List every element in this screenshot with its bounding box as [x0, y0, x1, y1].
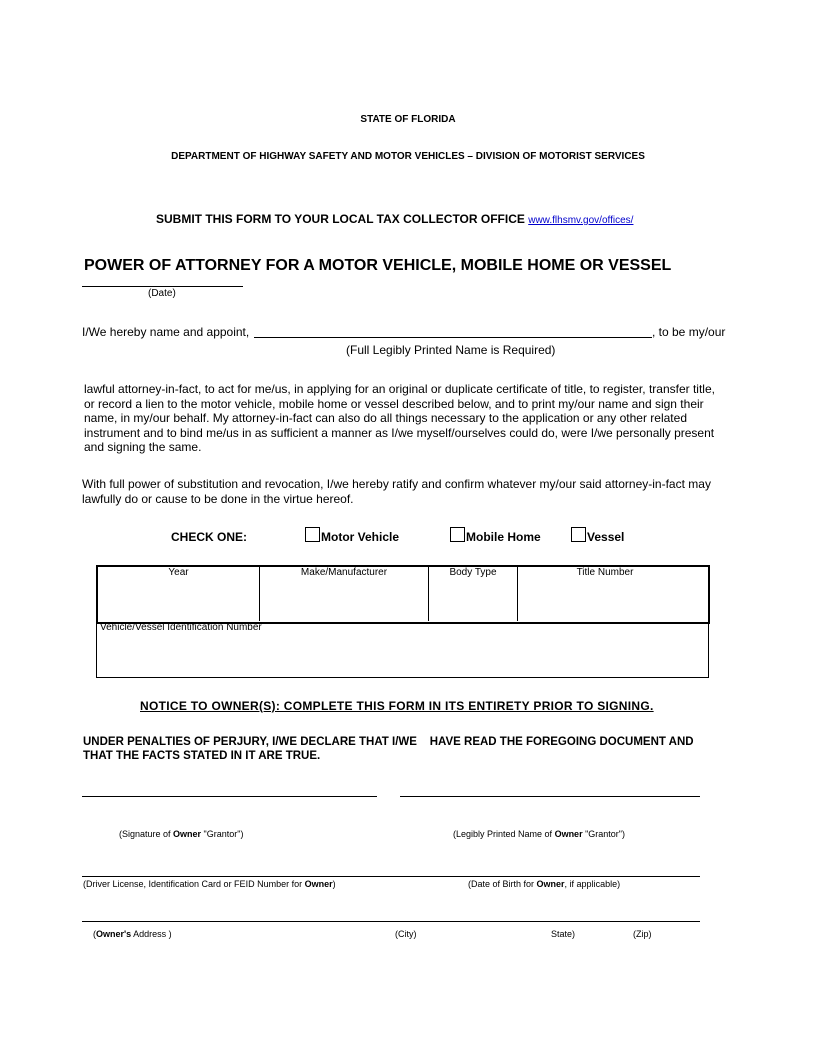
- title-number-header: Title Number: [576, 567, 634, 578]
- motor-vehicle-checkbox[interactable]: [305, 527, 320, 542]
- signature-caption: [119, 829, 243, 839]
- caption-owner: Owner: [173, 829, 202, 839]
- caption-text: (Signature of: [119, 829, 174, 839]
- address-line[interactable]: [82, 921, 700, 922]
- year-header: Year: [168, 567, 189, 578]
- caption-owner: Owner: [304, 879, 333, 889]
- paragraph-line: or record a lien to the motor vehicle, mobile home or vessel described below, and to print my/our name and sign their: [84, 396, 704, 411]
- id-caption: [83, 879, 336, 889]
- mobile-home-checkbox[interactable]: [450, 527, 465, 542]
- option-mobile-home[interactable]: [450, 527, 541, 544]
- offices-link[interactable]: www.flhsmv.gov/offices/: [528, 215, 634, 226]
- address-caption: [93, 929, 172, 939]
- caption-owner: Owner: [554, 829, 583, 839]
- authority-paragraph: [84, 382, 715, 455]
- make-header: Make/Manufacturer: [300, 567, 388, 578]
- id-dob-line[interactable]: [82, 876, 700, 877]
- paragraph-line: lawfully do or cause to be done in the virtue hereof.: [82, 491, 354, 506]
- appoint-prefix: I/We hereby name and appoint,: [82, 325, 250, 339]
- city-caption: (City): [395, 929, 417, 939]
- department-heading: DEPARTMENT OF HIGHWAY SAFETY AND MOTOR VEHICLES – DIVISION OF MOTORIST SERVICES: [171, 151, 645, 162]
- vin-label: Vehicle/Vessel Identification Number: [100, 622, 262, 633]
- caption-text: (Driver License, Identification Card or FEID Number for: [83, 879, 305, 889]
- submit-text: SUBMIT THIS FORM TO YOUR LOCAL TAX COLLECTOR OFFICE: [156, 212, 525, 226]
- caption-text: (Date of Birth for: [468, 879, 537, 889]
- caption-text: "Grantor"): [201, 829, 244, 839]
- option-vessel[interactable]: [571, 527, 624, 544]
- paragraph-line: lawful attorney-in-fact, to act for me/us, in applying for an original or duplicate certificate of title, to register, transfer title,: [84, 382, 715, 396]
- check-one-label: CHECK ONE:: [171, 530, 248, 544]
- caption-text: (Legibly Printed Name of: [453, 829, 555, 839]
- date-label: (Date): [148, 288, 176, 299]
- paragraph-line: instrument and to bind me/us in as sufficient a manner as I/we myself/ourselves could do, were I/we personally present: [84, 425, 715, 440]
- caption-text: (: [93, 929, 96, 939]
- option-motor-vehicle[interactable]: [305, 527, 399, 544]
- page-title: POWER OF ATTORNEY FOR A MOTOR VEHICLE, MOBILE HOME OR VESSEL: [84, 257, 672, 274]
- owner-notice: NOTICE TO OWNER(S): COMPLETE THIS FORM IN ITS ENTIRETY PRIOR TO SIGNING.: [140, 699, 654, 713]
- ratify-paragraph: [82, 477, 711, 506]
- state-heading: STATE OF FLORIDA: [360, 114, 456, 125]
- zip-caption: (Zip): [633, 929, 652, 939]
- caption-text: , if applicable): [564, 879, 621, 889]
- caption-text: ): [332, 879, 336, 889]
- option-label: Vessel: [587, 530, 625, 544]
- body-type-header: Body Type: [449, 567, 497, 578]
- caption-text: "Grantor"): [582, 829, 625, 839]
- caption-owner: Owner's: [96, 929, 132, 939]
- date-line[interactable]: [82, 286, 243, 287]
- paragraph-line: and signing the same.: [84, 440, 202, 455]
- owner-printed-name-line[interactable]: [400, 796, 700, 797]
- perjury-statement: [83, 735, 694, 763]
- printed-name-caption: [453, 829, 625, 839]
- paragraph-line: With full power of substitution and revocation, I/we hereby ratify and confirm whatever my/our said attorney-in-fact may: [82, 477, 711, 491]
- state-caption: State): [551, 929, 576, 939]
- owner-signature-line[interactable]: [82, 796, 377, 797]
- perjury-line: UNDER PENALTIES OF PERJURY, I/WE DECLARE THAT I/WE HAVE READ THE FOREGOING DOCUMENT AND: [83, 736, 694, 748]
- appointee-caption: (Full Legibly Printed Name is Required): [346, 343, 556, 357]
- appoint-suffix: , to be my/our: [652, 325, 726, 339]
- dob-caption: [468, 879, 620, 889]
- option-label: Mobile Home: [466, 530, 541, 544]
- perjury-line: THAT THE FACTS STATED IN IT ARE TRUE.: [83, 750, 321, 762]
- option-label: Motor Vehicle: [321, 530, 400, 544]
- paragraph-line: name, in my/our behalf. My attorney-in-fact can also do all things necessary to the application or any other related: [84, 411, 687, 426]
- submit-instruction: [156, 212, 633, 226]
- caption-owner: Owner: [536, 879, 565, 889]
- appointee-name-line[interactable]: [254, 337, 652, 338]
- caption-text: Address ): [131, 929, 172, 939]
- vessel-checkbox[interactable]: [571, 527, 586, 542]
